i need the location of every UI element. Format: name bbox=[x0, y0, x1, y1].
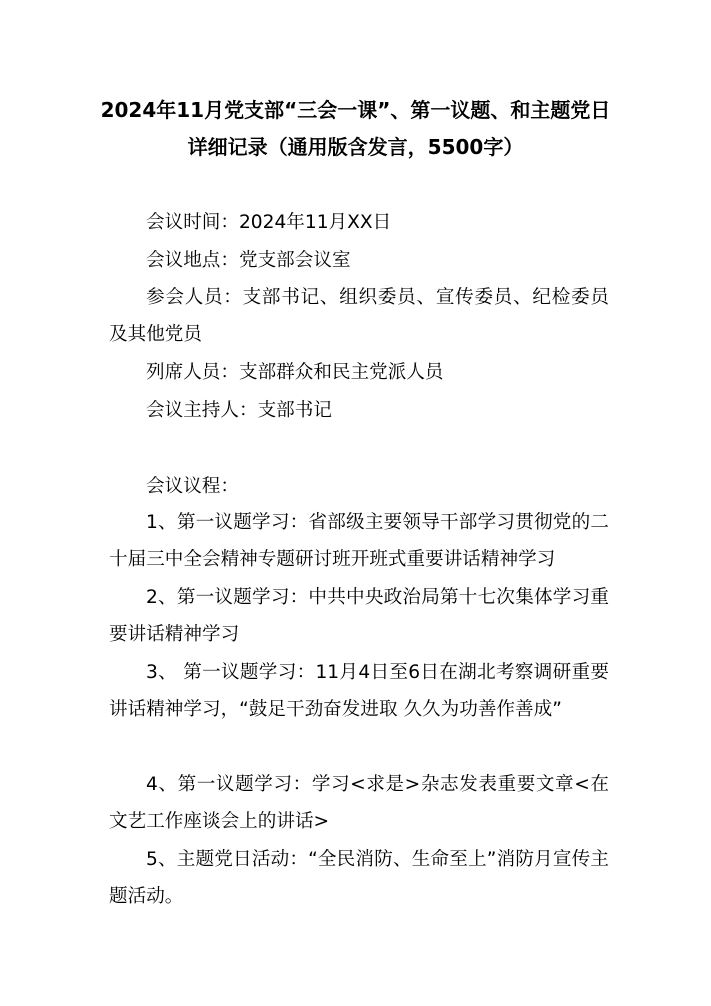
meeting-place: 会议地点：党支部会议室 bbox=[146, 250, 351, 271]
agenda-item: 5、主题党日活动：“全民消防、生命至上”消防月宣传主题活动。 bbox=[109, 849, 609, 907]
meeting-time: 会议时间：2024年11月XX日 bbox=[146, 212, 392, 233]
meeting-observers: 列席人员：支部群众和民主党派人员 bbox=[146, 362, 444, 383]
document-title-line-1: 2024年11月党支部“三会一课”、第一议题、和主题党日 bbox=[100, 98, 611, 122]
agenda-item: 1、第一议题学习：省部级主要领导干部学习贯彻党的二十届三中全会精神专题研讨班开班式重要讲话精神学习 bbox=[109, 512, 609, 570]
agenda-heading: 会议议程： bbox=[146, 476, 239, 497]
meeting-attendees: 参会人员：支部书记、组织委员、宣传委员、纪检委员及其他党员 bbox=[109, 287, 609, 345]
meeting-host: 会议主持人：支部书记 bbox=[146, 400, 332, 421]
agenda-item: 2、第一议题学习：中共中央政治局第十七次集体学习重要讲话精神学习 bbox=[109, 587, 609, 645]
agenda-item: 4、第一议题学习：学习<求是>杂志发表重要文章<在文艺工作座谈会上的讲话> bbox=[109, 774, 609, 832]
agenda-item: 3、 第一议题学习：11月4日至6日在湖北考察调研重要讲话精神学习，“鼓足干劲奋发进取 久久为功善作善成” bbox=[109, 662, 609, 720]
document-title-line-2: 详细记录（通用版含发言，5500字） bbox=[187, 135, 524, 159]
